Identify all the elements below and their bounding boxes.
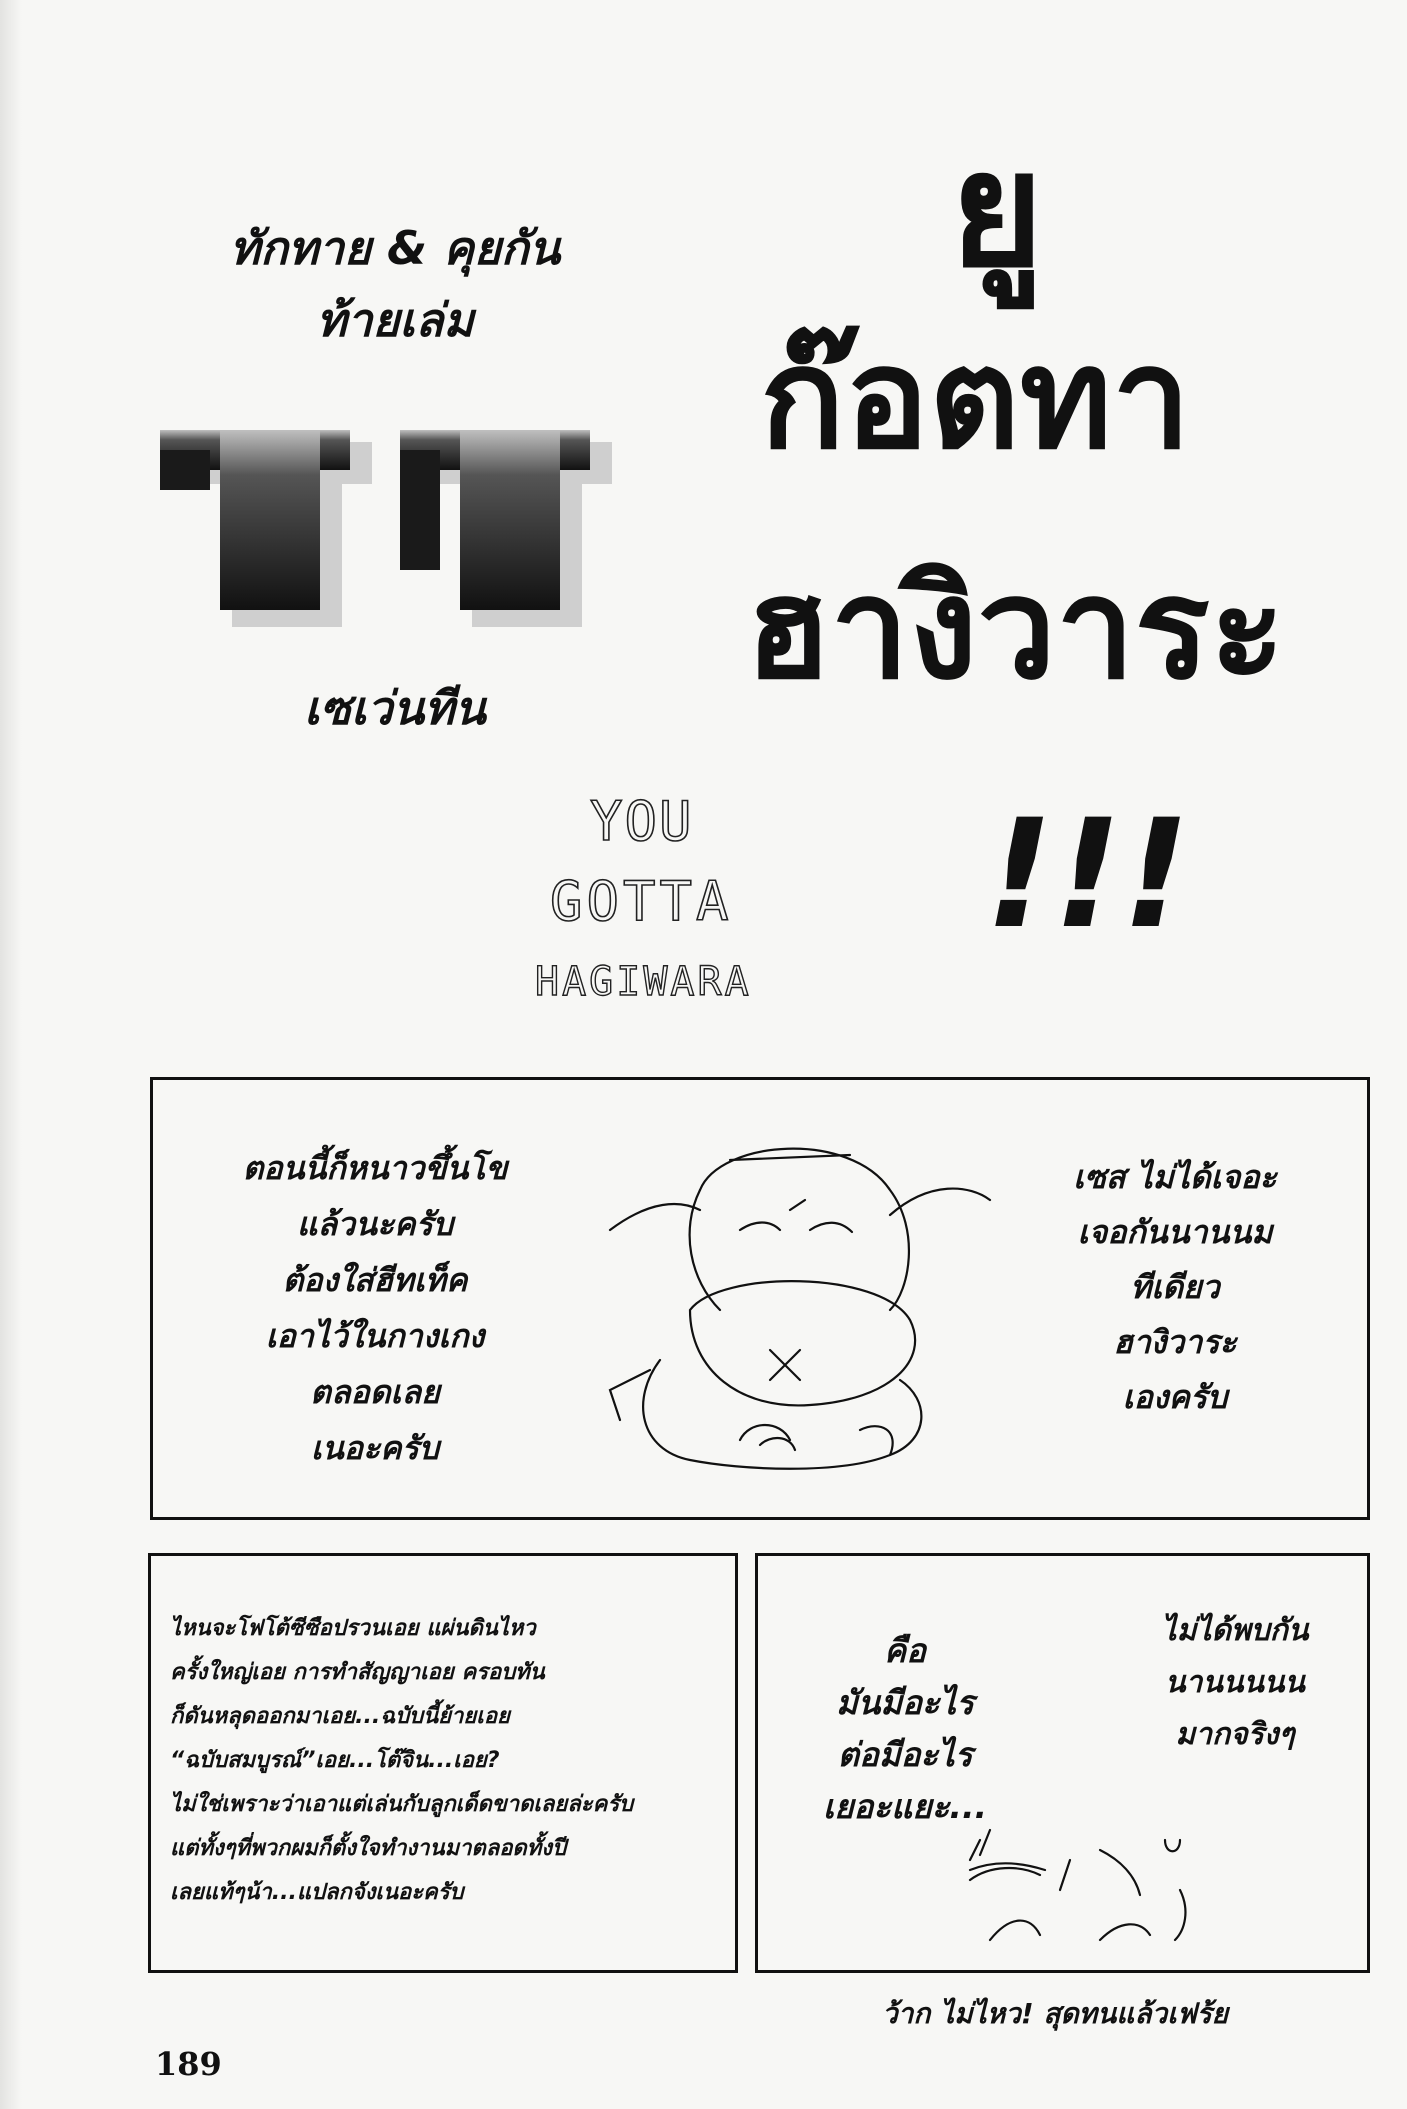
panel-top-right-line: เจอกันนานนม [1077,1213,1273,1251]
panel-bottom-left-text [170,1607,730,1915]
title-line3: ฮางิวาระ [745,548,1286,711]
panel-top-right-line: ฮางิวาระ [1113,1323,1237,1361]
panel-top-left-line: เอาไว้ในกางเกง [265,1317,485,1355]
scrawl-line2: GOTTA [550,870,733,933]
panel-top-left-line: ต้องใส่ฮีทเท็ค [282,1261,468,1299]
panel-top-left-line: เนอะครับ [310,1429,440,1467]
panel-bottom-right-left-line: ต่อมีอะไร [837,1735,973,1774]
author-name: เซเว่นทีน [304,681,486,735]
panel-bottom-right-right-text [1125,1605,1345,1761]
volume-glyphs: 11 [385,550,387,551]
panel-bottom-left-line: “ฉบับสมบูรณ์”เอย...โต๊จิน...เอย? [170,1748,500,1773]
title-line2: ก๊อตทา [760,318,1191,481]
panel-bottom-left-line: ไม่ใช่เพราะว่าเอาแต่เล่นกับลูกเด็ดขาดเลยล่ะครับ [170,1792,634,1817]
panel-top-left-line: ตอนนี้ก็หนาวขึ้นโข [242,1149,508,1187]
sketch-squinting-face [950,1820,1210,1950]
panel-bottom-left-line: ก็ดันหลุดออกมาเอย...ฉบับนี้ย้ายเอย [170,1704,510,1729]
sketch-character-drawing [590,1120,1010,1500]
panel-top-right-line: ทีเดียว [1130,1268,1220,1306]
panel-bottom-right-left-line: เยอะแยะ... [822,1787,988,1826]
panel-bottom-right-right-line: นานนนนน [1165,1665,1305,1700]
panel-top-left-text [185,1140,565,1476]
panel-top-right-text [1025,1150,1325,1425]
panel-bottom-right-right-line: มากจริงๆ [1175,1717,1295,1752]
panel-top-left-line: แล้วนะครับ [296,1205,454,1243]
panel-bottom-right-left-text [780,1625,1030,1833]
panel-bottom-left-line: แต่ทั้งๆที่พวกผมก็ตั้งใจทำงานมาตลอดทั้งปี [170,1836,566,1861]
panel-bottom-left-line: ครั้งใหญ่เอย การทำสัญญาเอย ครอบทัน [170,1660,545,1685]
panel-bottom-left-line: เลยแท้ๆน้า...แปลกจังเนอะครับ [170,1880,464,1905]
panel-bottom-right-right-line: ไม่ได้พบกัน [1161,1613,1309,1648]
panel-top-left-line: ตลอดเลย [310,1373,440,1411]
panel-top-right-line: เองครับ [1122,1378,1228,1416]
volume-number-graphic [150,430,620,630]
panel-bottom-right-left-line: มันมีอะไร [836,1683,974,1722]
handwritten-scrawl [530,760,820,1030]
scrawl-line3: HAGIWARA [535,959,752,1005]
page-number: 189 [155,2045,222,2083]
page-edge-shadow [0,0,22,2109]
header-title-line2: ท้ายเล่ม [316,293,474,347]
panel-bottom-right-left-line: คือ [884,1631,926,1670]
scrawl-line1: YOU [590,790,694,853]
panel-bottom-left-line: ไหนจะโฟโต้ซีซือปรวนเอย แผ่นดินไหว [170,1616,536,1641]
panel-caption: ว้าก ไม่ไหว! สุดทนแล้วเฟร้ย [881,1997,1229,2030]
panel-top-right-line: เซส ไม่ได้เจอะ [1073,1158,1277,1196]
title-exclamations: !!! [985,788,1191,962]
title-line1: ยู [950,116,1044,303]
header-title-line1: ทักทาย & คุยกัน [229,221,561,275]
